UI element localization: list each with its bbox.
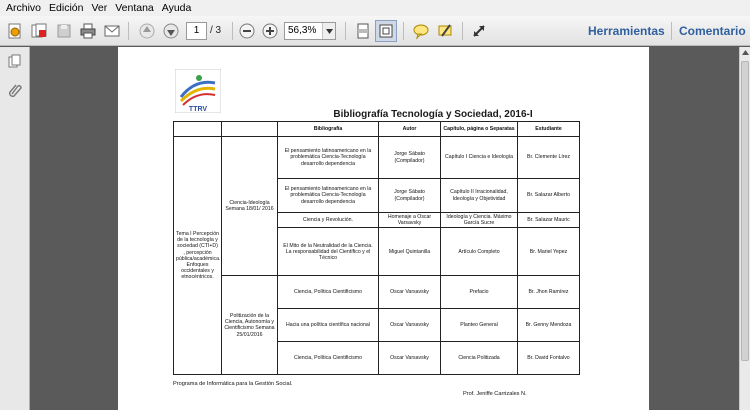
scroll-thumb[interactable] xyxy=(741,61,749,361)
footer-program: Programa de Informática para la Gestión Social. xyxy=(173,381,293,387)
separator xyxy=(462,22,463,40)
table-header-row xyxy=(174,122,580,137)
table-row: Ciencia, Política Cientificismo Oscar Varsavsky Ciencia Politizada Br. David Fontalvo xyxy=(174,342,580,375)
menu-bar xyxy=(0,0,750,16)
table-row: Tema I Percepción de la tecnología y sociedad (CTI+D) , percepción pública/académica. Enfoques occidentales y etnocéntricos. Ciencia-Ideología Semana 18/01/ 2016 El pensamiento latinoamericano en la problemática Ciencia-Tecnología desarrollo dependencia Jorge Sábato (Compilador) Capítulo I Ciencia e Ideología Br. Clemente Lírez xyxy=(174,137,580,179)
menu-archivo[interactable]: Archivo xyxy=(6,2,42,14)
zoom-value: 56,3% xyxy=(288,25,317,36)
next-page-icon[interactable] xyxy=(160,20,182,42)
page-total: / 3 xyxy=(210,25,222,36)
menu-ver[interactable]: Ver xyxy=(91,2,108,14)
table-row: El Mito de la Neutralidad de la Ciencia. La responsabilidad del Científico y el Técnico Miguel Quintanilla Artículo Completo Br. Mariel Yepez xyxy=(174,228,580,276)
fit-page-icon[interactable] xyxy=(375,20,397,42)
chevron-down-icon[interactable] xyxy=(322,23,335,39)
save-icon[interactable] xyxy=(53,20,75,42)
expand-icon[interactable] xyxy=(468,20,490,42)
bibliography-table xyxy=(173,121,580,375)
table-row: Politización de la Ciencia, Autonomía y Cientificismo Semana 25/01/2016 Ciencia, Política Cientificismo Oscar Varsavsky Prefacio Br. Jhon Ramírez xyxy=(174,276,580,309)
scroll-up-icon[interactable] xyxy=(740,47,750,58)
fit-width-icon[interactable] xyxy=(352,20,374,42)
table-row: El pensamiento latinoamericano en la problemática Ciencia-Tecnología desarrollo dependencia Jorge Sábato (Compilador) Capítulo II Irracionalidad, Ideología y Objetividad Br. Salazar Alberto xyxy=(174,179,580,213)
header-capitulo: Capítulo, página o Separatas xyxy=(441,122,518,137)
menu-ayuda[interactable]: Ayuda xyxy=(161,2,192,14)
email-icon[interactable] xyxy=(101,20,123,42)
separator xyxy=(403,22,404,40)
menu-ventana[interactable]: Ventana xyxy=(115,2,154,14)
header-estudiante: Estudiante xyxy=(518,122,580,137)
tab-herramientas[interactable]: Herramientas xyxy=(588,24,665,38)
combine-files-icon[interactable] xyxy=(28,20,50,42)
document-title: Bibliografía Tecnología y Sociedad, 2016-I xyxy=(333,109,533,120)
header-bibliografia: Bibliografía xyxy=(278,122,379,137)
previous-page-icon[interactable] xyxy=(136,20,158,42)
document-page xyxy=(118,47,649,410)
theme-cell: Tema I Percepción de la tecnología y sociedad (CTI+D) , percepción pública/académica. Enfoques occidentales y etnocéntricos. xyxy=(174,137,222,375)
page-number-input[interactable]: 1 xyxy=(186,22,207,40)
table-row: Ciencia y Revolución. Homenaje a Oscar Varsavsky Ideología y Ciencia. Máximo García Sucre Br. Salazar Mauric xyxy=(174,213,580,228)
zoom-out-icon[interactable] xyxy=(236,20,258,42)
vertical-scrollbar[interactable] xyxy=(739,47,750,410)
comment-icon[interactable] xyxy=(410,20,432,42)
attachments-icon[interactable] xyxy=(4,79,26,101)
toolbar xyxy=(0,16,750,46)
pages-icon[interactable] xyxy=(4,51,26,73)
header-autor: Autor xyxy=(379,122,441,137)
institution-logo xyxy=(175,69,221,113)
tab-comentario[interactable]: Comentario xyxy=(679,24,746,38)
navigation-panel xyxy=(0,47,30,410)
highlight-icon[interactable] xyxy=(434,20,456,42)
create-pdf-icon[interactable] xyxy=(4,20,26,42)
separator xyxy=(671,22,672,40)
separator xyxy=(128,22,129,40)
zoom-select[interactable] xyxy=(284,22,336,40)
print-icon[interactable] xyxy=(77,20,99,42)
session-cell: Ciencia-Ideología Semana 18/01/ 2016 xyxy=(222,137,278,276)
table-row: Hacia una política científica nacional Oscar Varsavsky Planteo General Br. Genny Mendoza xyxy=(174,309,580,342)
separator xyxy=(232,22,233,40)
svg-text:TTRV: TTRV xyxy=(188,106,208,113)
zoom-in-icon[interactable] xyxy=(259,20,281,42)
footer-author: Prof. Jeniffe Carrizales N. xyxy=(463,391,527,397)
session-cell: Politización de la Ciencia, Autonomía y Cientificismo Semana 25/01/2016 xyxy=(222,276,278,375)
menu-edicion[interactable]: Edición xyxy=(49,2,84,14)
separator xyxy=(345,22,346,40)
